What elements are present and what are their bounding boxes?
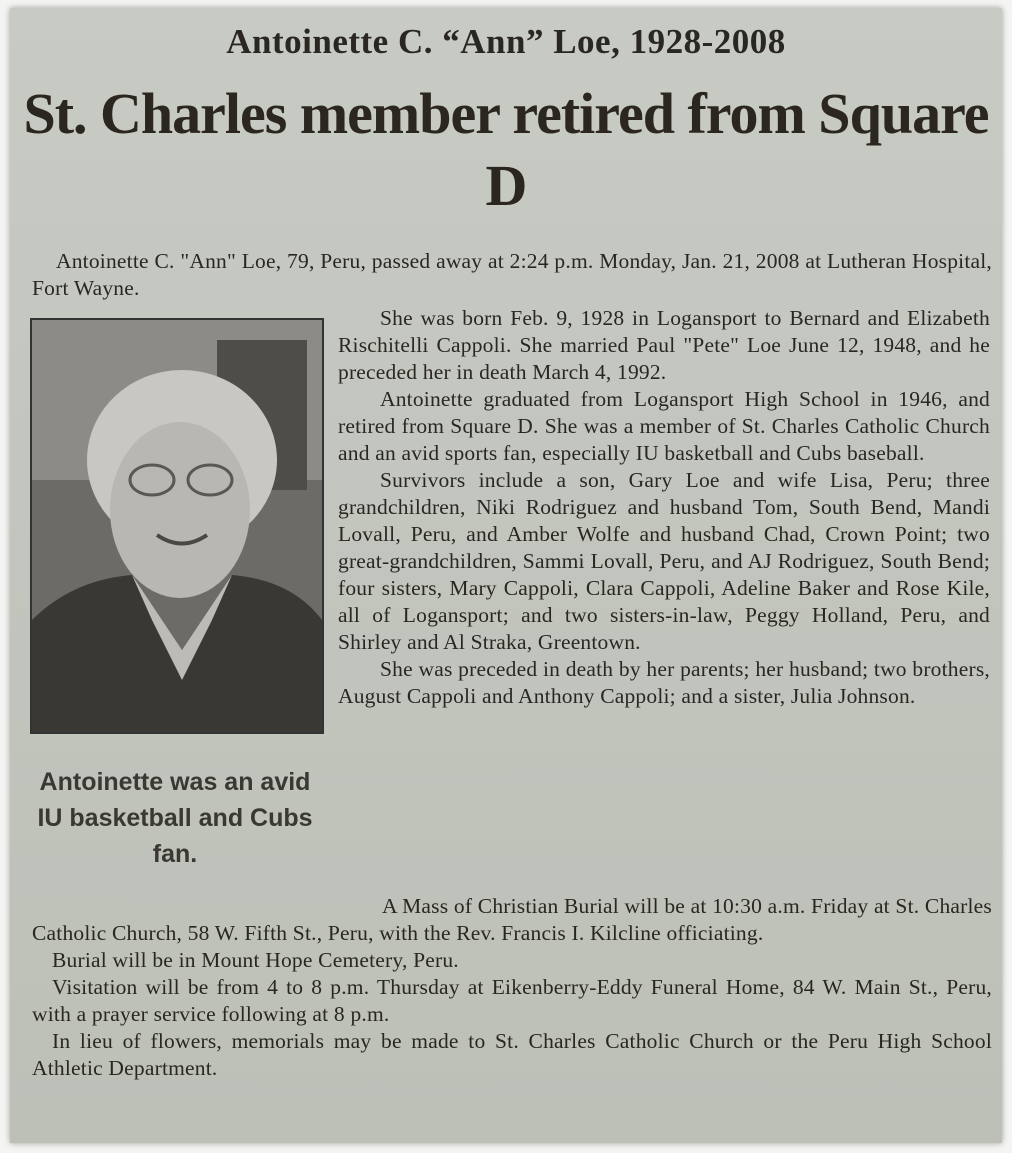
body-paragraph: Visitation will be from 4 to 8 p.m. Thursday at Eikenberry-Eddy Funeral Home, 84 W. Main St., Peru, with a prayer service following at 8 p.m. — [32, 975, 992, 1026]
body-paragraph: In lieu of flowers, memorials may be made to St. Charles Catholic Church or the Peru High School Athletic Department. — [32, 1029, 992, 1080]
body-column — [338, 305, 990, 710]
lead-paragraph: Antoinette C. "Ann" Loe, 79, Peru, passed away at 2:24 p.m. Monday, Jan. 21, 2008 at Lutheran Hospital, Fort Wayne. — [32, 249, 992, 300]
body-paragraph: She was preceded in death by her parents; her husband; two brothers, August Cappoli and Anthony Cappoli; and a sister, Julia Johnson. — [338, 657, 990, 708]
body-paragraph: Burial will be in Mount Hope Cemetery, Peru. — [52, 948, 459, 972]
obituary-kicker: Antoinette C. “Ann” Loe, 1928-2008 — [226, 22, 786, 61]
photo-caption: Antoinette was an avid IU basketball and Cubs fan. — [37, 768, 313, 868]
body-paragraph: A Mass of Christian Burial will be at 10:30 a.m. Friday at St. Charles Catholic Church, 58 W. Fifth St., Peru, with the Rev. Francis I. Kilcline officiating. — [32, 894, 992, 945]
body-paragraph: Antoinette graduated from Logansport High School in 1946, and retired from Square D. She was a member of St. Charles Catholic Church and an avid sports fan, especially IU basketball and Cubs baseball. — [338, 387, 990, 465]
portrait-photo — [30, 318, 324, 734]
headline: St. Charles member retired from Square D — [23, 81, 989, 218]
newspaper-clipping — [10, 8, 1002, 1143]
body-paragraph: Survivors include a son, Gary Loe and wife Lisa, Peru; three grandchildren, Niki Rodriguez and husband Tom, South Bend, Mandi Lovall, Peru, and Amber Wolfe and husband Chad, Crown Point; two great-grandchildren, Sammi Lovall, Peru, and AJ Rodriguez, South Bend; four sisters, Mary Cappoli, Clara Cappoli, Adeline Baker and Rose Kile, all of Logansport; and two sisters-in-law, Peggy Holland, Peru, and Shirley and Al Straka, Greentown. — [338, 468, 990, 654]
service-details — [32, 893, 992, 1082]
body-paragraph: She was born Feb. 9, 1928 in Logansport to Bernard and Elizabeth Rischitelli Cappoli. She married Paul "Pete" Loe June 12, 1948, and he preceded her in death March 4, 1992. — [338, 306, 990, 384]
